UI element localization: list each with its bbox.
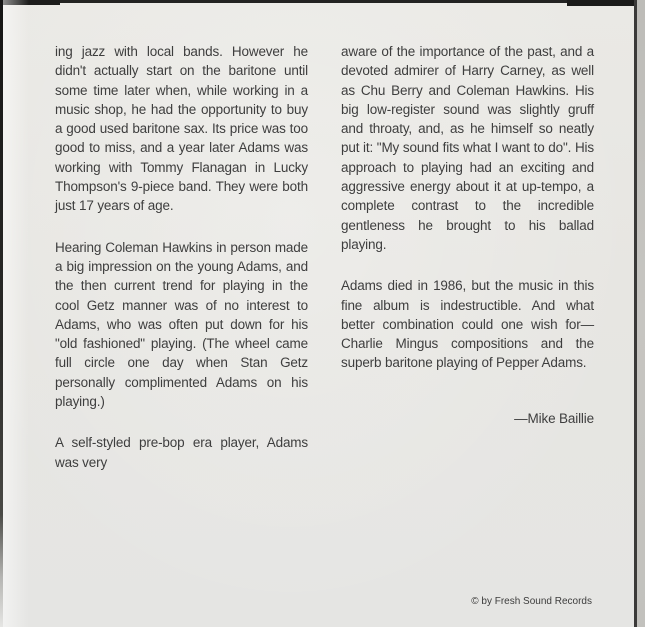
paragraph: Hearing Coleman Hawkins in person made a big impression on the young Adams, and the then current trend for playing in the cool Getz manner was of no interest to Adams, who was often put down for his "old fashioned" playing. (The wheel came full circle one day when Stan Getz personally complimented Adams on his playing.) <box>55 239 308 410</box>
scan-top-edge <box>0 0 645 3</box>
page-left-sheen <box>3 0 29 627</box>
text-column-right <box>341 42 594 428</box>
paragraph: A self-styled pre-bop era player, Adams was very <box>55 435 308 470</box>
scan-right-edge-line <box>634 0 637 627</box>
paragraph: Adams died in 1986, but the music in this fine album is indestructible. And what better combination could one wish for—Charlie Mingus compositions and the superb baritone playing of Pepper Adams. <box>341 278 594 371</box>
scan-right-margin <box>637 0 645 627</box>
text-column-left <box>55 42 308 494</box>
author-byline: —Mike Baillie <box>514 410 594 426</box>
paragraph: ing jazz with local bands. However he didn't actually start on the baritone until some time later when, while working in a music shop, he had the opportunity to buy a good used baritone sax. Its price was too good to miss, and a year later Adams was working with Tommy Flanagan in Lucky Thompson's 9-piece band. They were both just 17 years of age. <box>55 44 308 214</box>
copyright-note: © by Fresh Sound Records <box>471 596 592 607</box>
paragraph: aware of the importance of the past, and a devoted admirer of Harry Carney, as well as Chu Berry and Coleman Hawkins. His big low-register sound was slightly gruff and throaty, and, as he himself so neatly put it: "My sound fits what I want to do". His approach to playing had an exciting and aggressive energy about it at up-tempo, a complete contrast to the incredible gentleness he brought to his ballad playing. <box>341 44 594 252</box>
